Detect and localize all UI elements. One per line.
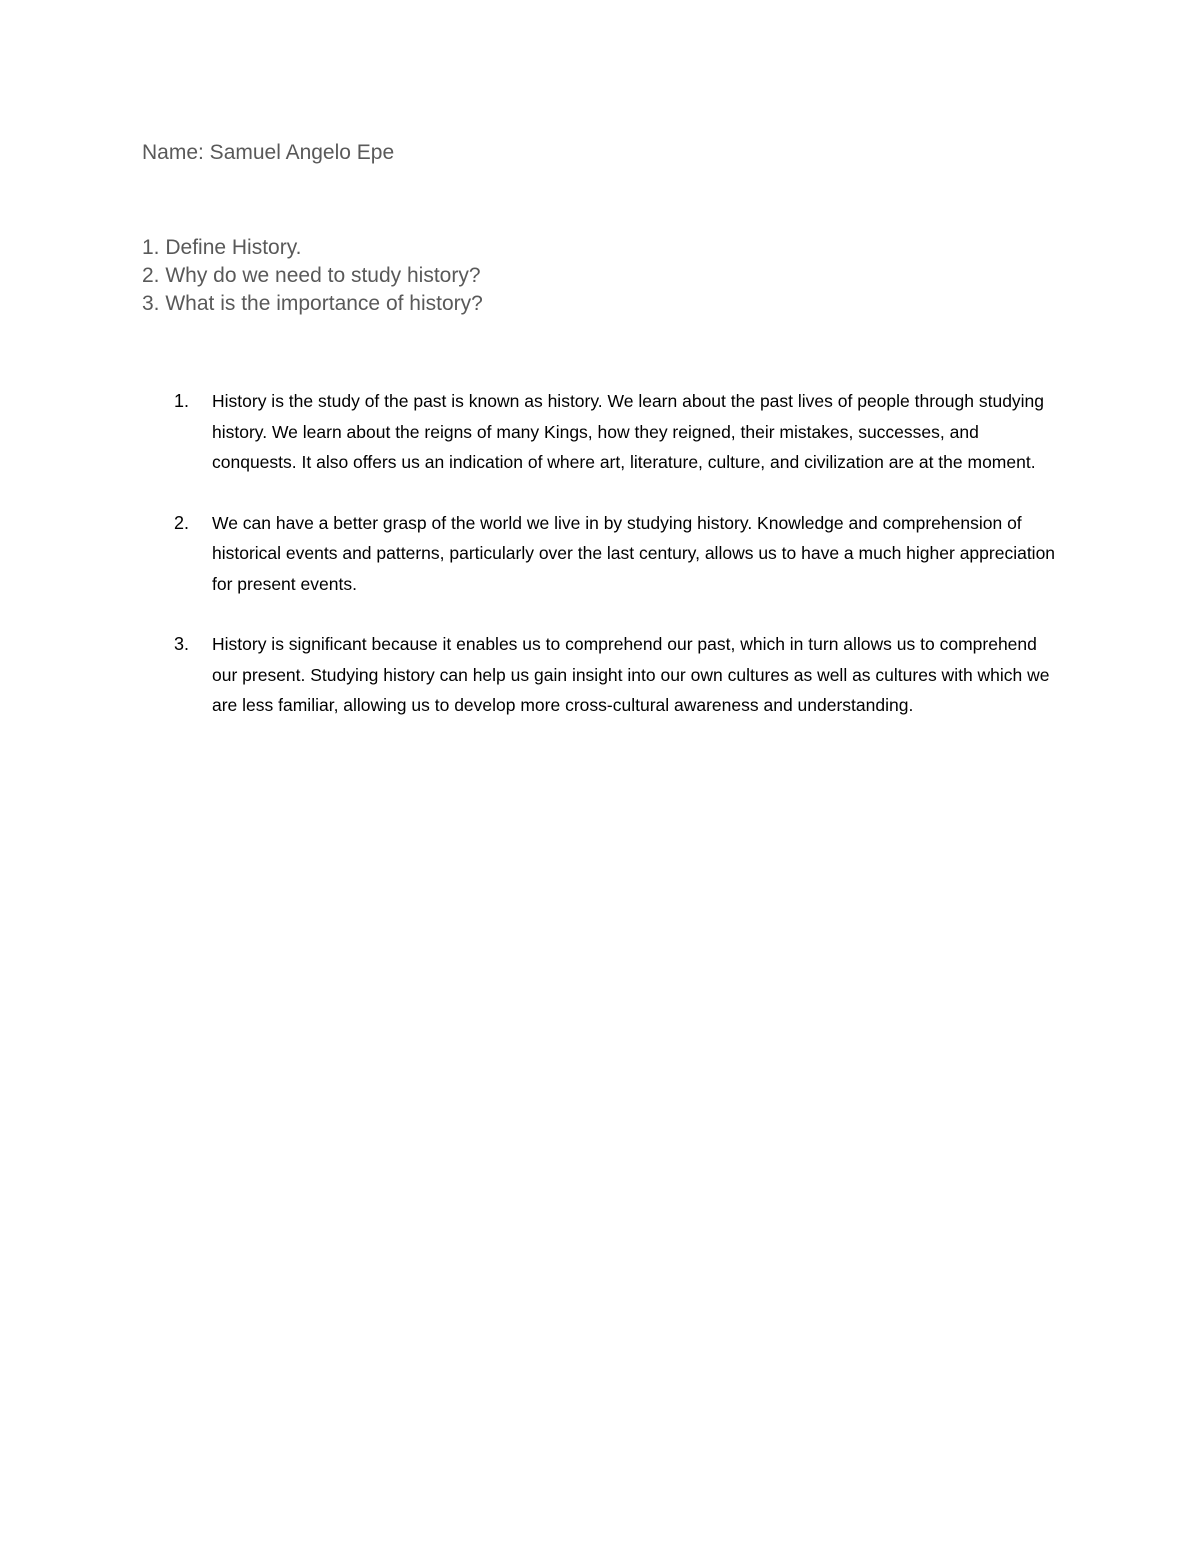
answer-number: 3. [174,634,190,654]
answer-number: 2. [174,512,190,533]
question-item-3: 3. What is the importance of history? [142,292,483,315]
answer-number: 1. [174,391,190,411]
answer-item-3 [0,629,1200,721]
answer-text: We can have a better grasp of the world we live in by studying history. Knowledge and comprehension of historical events and patterns, particularly over the last century, allows us to have a much higher appreciation for present events. [212,512,1056,594]
question-item-1: 1. Define History. [142,236,302,259]
question-item-2: 2. Why do we need to study history? [142,264,481,287]
student-name: Name: Samuel Angelo Epe [142,141,395,164]
answer-text: History is significant because it enables us to comprehend our past, which in turn allows us to comprehend our present. Studying history can help us gain insight into our own cultures as well as cultures with which we are less familiar, allowing us to develop more cross-cultural awareness and understanding. [212,634,1050,715]
answer-text: History is the study of the past is known as history. We learn about the past lives of people through studying history. We learn about the reigns of many Kings, how they reigned, their mistakes, successes, and conquests. It also offers us an indication of where art, literature, culture, and civilization are at the moment. [212,391,1045,472]
question-list [142,234,483,318]
answer-list [0,386,1200,751]
answer-item-1 [0,386,1200,478]
answer-item-2 [0,508,1200,600]
